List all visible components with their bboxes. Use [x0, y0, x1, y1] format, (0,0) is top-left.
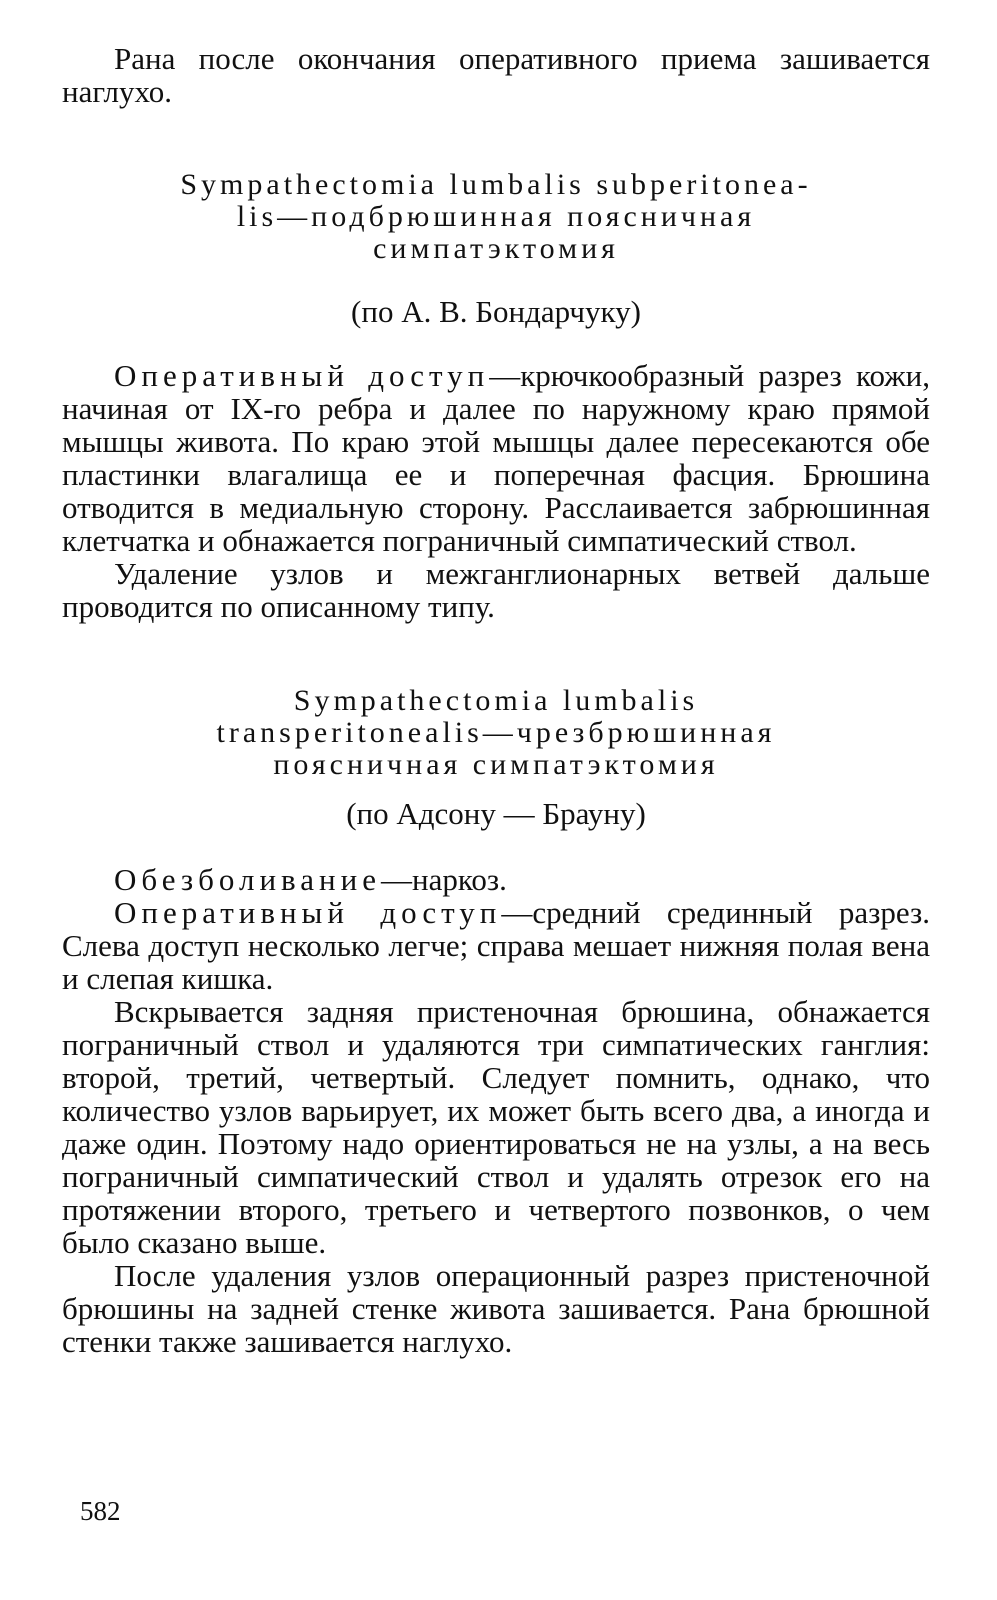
section2-paragraph2	[62, 896, 930, 995]
section1-title-line2: lis—подбрюшинная поясничная	[236, 200, 756, 233]
section1-author: (по А. В. Бондарчуку)	[351, 294, 641, 329]
section2-paragraph2-text: —средний срединный разрез. Слева доступ несколько легче; справа мешает нижняя полая вена и слепая кишка.	[62, 895, 930, 996]
section2-paragraph4: После удаления узлов операционный разрез пристеночной брюшины на задней стенке живота зашивается. Рана брюшной стенки также зашивается наглухо.	[62, 1258, 930, 1359]
section2-title-line3: поясничная симпатэктомия	[273, 748, 719, 781]
section1-title-line1: Sympathectomia lumbalis subperitonea-	[180, 168, 812, 201]
section1-paragraph1-text: —крючкообразный разрез кожи, начиная от IX-го ребра и далее по наружному краю прямой мышцы живота. По краю этой мышцы далее пересекаются обе пластинки влагалища ее и поперечная фасция. Брюшина отводится в медиальную сторону. Расслаивается забрюшинная клетчатка и обнажается пограничный симпатический ствол.	[62, 358, 930, 558]
section1-title-line3: симпатэктомия	[373, 232, 619, 265]
intro-paragraph: Рана после окончания оперативного приема зашивается наглухо.	[62, 41, 930, 109]
section2-paragraph1-lead: Обезболивание	[114, 862, 381, 897]
spacer	[62, 329, 930, 359]
section2-title	[62, 685, 930, 781]
section2-paragraph1-text: —наркоз.	[380, 862, 507, 897]
section1-paragraph2: Удаление узлов и межганглионарных ветвей дальше проводится по описанному типу.	[62, 556, 930, 624]
section2-paragraph1	[62, 863, 930, 896]
section2-title-line1: Sympathectomia lumbalis	[293, 684, 699, 717]
page-content	[62, 42, 930, 1358]
section2-paragraph3: Вскрывается задняя пристеночная брюшина, обнажается пограничный ствол и удаляются три симпатических ганглия: второй, третий, четвертый. Следует помнить, однако, что количество узлов варьирует, их может быть всего два, а иногда и даже один. Поэтому надо ориентироваться не на узлы, а на весь пограничный симпатический ствол и удалять отрезок его на протяжении второго, третьего и четвертого позвонков, о чем было сказано выше.	[62, 994, 930, 1260]
section2-paragraph2-lead: Оперативный доступ	[114, 895, 502, 930]
page-number: 582	[80, 1496, 121, 1526]
spacer	[62, 831, 930, 863]
section2-title-line2: transperitonealis—чрезбрюшинная	[216, 716, 776, 749]
section1-title	[62, 169, 930, 265]
section2-author: (по Адсону — Брауну)	[346, 796, 646, 831]
spacer	[62, 781, 930, 797]
spacer	[62, 623, 930, 685]
spacer	[62, 265, 930, 295]
spacer	[62, 108, 930, 169]
section1-paragraph1	[62, 359, 930, 557]
section1-paragraph1-lead: Оперативный доступ	[114, 358, 490, 393]
